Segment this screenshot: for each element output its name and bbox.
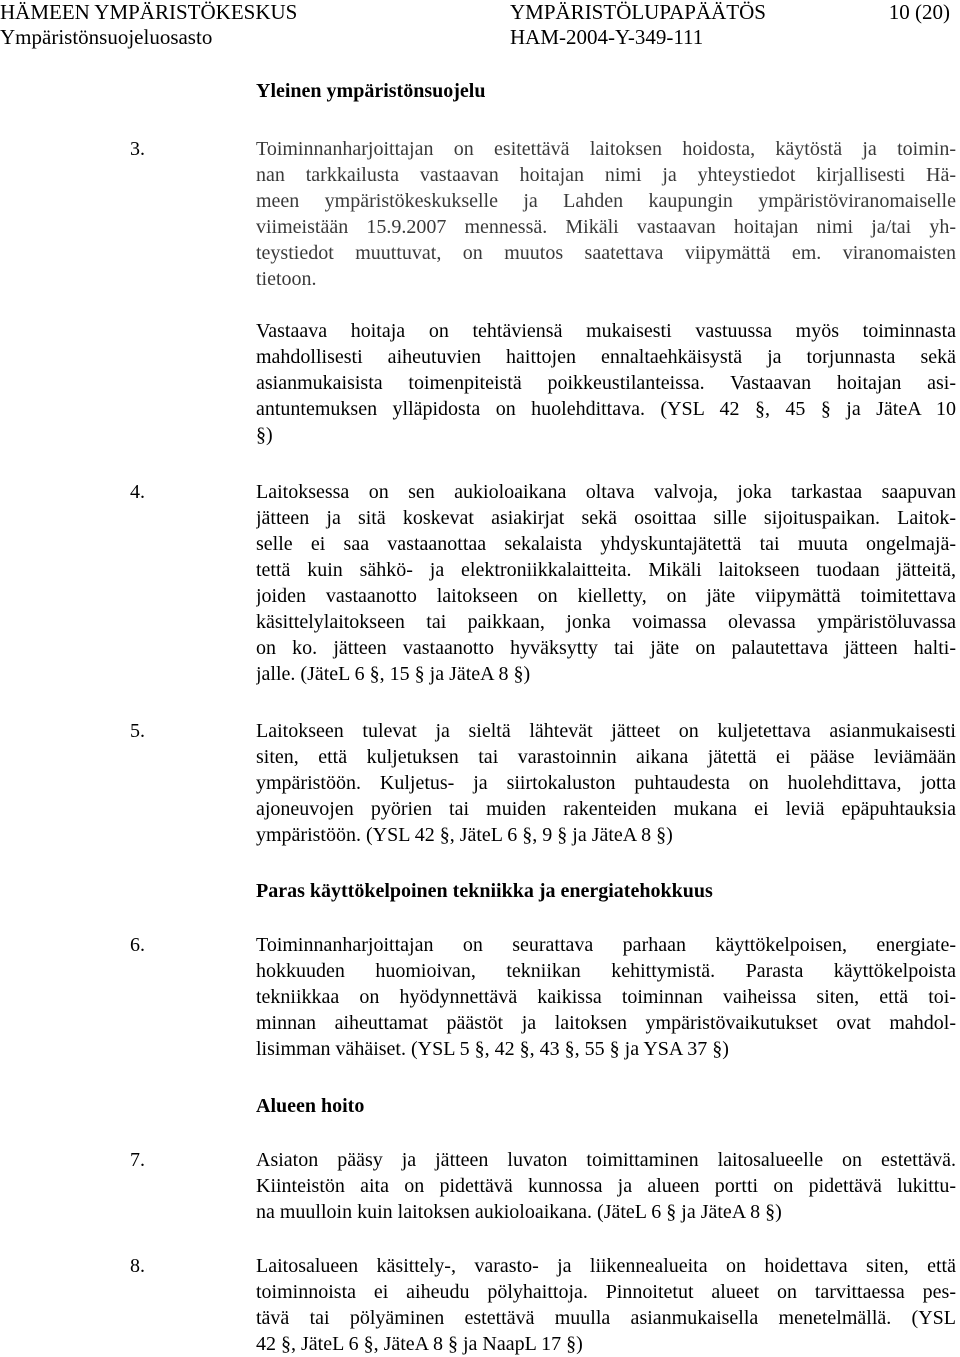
paragraph-line: tekniikkaa on hyödynnettävä kaikissa toiminnan vaiheissa siten, että toi- bbox=[256, 986, 956, 1008]
paragraph-line: Toiminnanharjoittajan on seurattava parhaan käyttökelpoisen, energiate- bbox=[256, 934, 956, 956]
document-id: HAM-2004-Y-349-111 bbox=[510, 25, 704, 49]
item-number-8: 8. bbox=[130, 1255, 145, 1277]
paragraph-line: ympäristöön. Kuljetus- ja siirtokaluston puhtaudesta on huolehdittava, jotta bbox=[256, 772, 956, 794]
item-5-paragraph bbox=[256, 718, 956, 848]
paragraph-line: ajoneuvojen pyörien tai muiden rakenteiden mukana ei leviä epäpuhtauksia bbox=[256, 798, 956, 820]
paragraph-line: hokkuuden huomioivan, tekniikan kehittymistä. Parasta käyttökelpoista bbox=[256, 960, 956, 982]
paragraph-line: Laitokseen tulevat ja sieltä lähtevät jätteet on kuljetettava asianmukaisesti bbox=[256, 720, 956, 742]
paragraph-line: tietoon. bbox=[256, 268, 317, 290]
paragraph-line: joiden vastaanotto laitokseen on kielletty, on jäte viipymättä toimitettava bbox=[256, 585, 956, 607]
item-number-5: 5. bbox=[130, 720, 145, 742]
item-number-6: 6. bbox=[130, 934, 145, 956]
item-6-paragraph bbox=[256, 932, 956, 1062]
paragraph-line: tettä kuin sähkö- ja elektroniikkalaitteita. Mikäli laitokseen tuodaan jätteitä, bbox=[256, 559, 956, 581]
paragraph-line: lisimman vähäiset. (YSL 5 §, 42 §, 43 §, 55 § ja YSA 37 §) bbox=[256, 1038, 729, 1060]
paragraph-line: jalle. (JäteL 6 §, 15 § ja JäteA 8 §) bbox=[256, 663, 531, 685]
item-4-paragraph bbox=[256, 479, 956, 687]
paragraph-line: toiminnoista ei aiheudu pölyhaittoja. Pinnoitetut alueet on tarvittaessa pes- bbox=[256, 1281, 956, 1303]
paragraph-line: mahdollisesti aiheutuvien haittojen ennaltaehkäisystä ja torjunnasta sekä bbox=[256, 346, 956, 368]
item-number-4: 4. bbox=[130, 481, 145, 503]
item-8-paragraph bbox=[256, 1253, 956, 1357]
item-3-paragraph-2 bbox=[256, 318, 956, 448]
paragraph-line: asianmukaisista toimenpiteistä poikkeustilanteissa. Vastaavan hoitajan asi- bbox=[256, 372, 956, 394]
page-header bbox=[0, 0, 960, 50]
section-heading-bat: Paras käyttökelpoinen tekniikka ja energiatehokkuus bbox=[256, 880, 713, 902]
paragraph-line: §) bbox=[256, 424, 273, 446]
item-7-paragraph bbox=[256, 1147, 956, 1225]
paragraph-line: Toiminnanharjoittajan on esitettävä laitoksen hoidosta, käytöstä ja toimin- bbox=[256, 138, 956, 160]
paragraph-line: minnan aiheuttamat päästöt ja laitoksen ympäristövaikutukset ovat mahdol- bbox=[256, 1012, 956, 1034]
item-number-3: 3. bbox=[130, 138, 145, 160]
paragraph-line: antuntemuksen ylläpidosta on huolehdittava. (YSL 42 §, 45 § ja JäteA 10 bbox=[256, 398, 956, 420]
item-number-7: 7. bbox=[130, 1149, 145, 1171]
paragraph-line: jätteen ja sitä koskevat asiakirjat sekä osoittaa sille sijoituspaikan. Laitok- bbox=[256, 507, 956, 529]
paragraph-line: viimeistään 15.9.2007 mennessä. Mikäli vastaavan hoitajan nimi ja/tai yh- bbox=[256, 216, 956, 238]
paragraph-line: Asiaton pääsy ja jätteen luvaton toimittaminen laitosalueelle on estettävä. bbox=[256, 1149, 956, 1171]
paragraph-line: na muulloin kuin laitoksen aukioloaikana. (JäteL 6 § ja JäteA 8 §) bbox=[256, 1201, 782, 1223]
paragraph-line: 42 §, JäteL 6 §, JäteA 8 § ja NaapL 17 §) bbox=[256, 1333, 583, 1355]
paragraph-line: siten, että kuljetuksen tai varastoinnin aikana jätettä ei pääse leviämään bbox=[256, 746, 956, 768]
paragraph-line: nan tarkkailusta vastaavan hoitajan nimi ja yhteystiedot kirjallisesti Hä- bbox=[256, 164, 956, 186]
paragraph-line: Vastaava hoitaja on tehtäviensä mukaisesti vastuussa myös toiminnasta bbox=[256, 320, 956, 342]
paragraph-line: meen ympäristökeskukselle ja Lahden kaupungin ympäristöviranomaiselle bbox=[256, 190, 956, 212]
paragraph-line: Kiinteistön aita on pidettävä kunnossa ja alueen portti on pidettävä lukittu- bbox=[256, 1175, 956, 1197]
organization-name: HÄMEEN YMPÄRISTÖKESKUS bbox=[0, 0, 298, 24]
paragraph-line: ympäristöön. (YSL 42 §, JäteL 6 §, 9 § ja JäteA 8 §) bbox=[256, 824, 673, 846]
section-heading-area: Alueen hoito bbox=[256, 1095, 365, 1117]
paragraph-line: teystiedot muuttuvat, on muutos saatettava viipymättä em. viranomaisten bbox=[256, 242, 956, 264]
item-3-paragraph-1 bbox=[256, 136, 956, 292]
paragraph-line: Laitoksessa on sen aukioloaikana oltava valvoja, joka tarkastaa saapuvan bbox=[256, 481, 956, 503]
paragraph-line: Laitosalueen käsittely-, varasto- ja liikennealueita on hoidettava siten, että bbox=[256, 1255, 956, 1277]
page-number: 10 (20) bbox=[888, 0, 950, 24]
paragraph-line: tävä tai pölyäminen estettävä muulla asianmukaisella menetelmällä. (YSL bbox=[256, 1307, 956, 1329]
paragraph-line: selle ei saa vastaanottaa sekalaista yhdyskuntajätettä tai muuta ongelmajä- bbox=[256, 533, 956, 555]
department-name: Ympäristönsuojeluosasto bbox=[0, 25, 213, 49]
paragraph-line: käsittelylaitokseen tai paikkaan, jonka voimassa olevassa ympäristöluvassa bbox=[256, 611, 956, 633]
document-type: YMPÄRISTÖLUPAPÄÄTÖS bbox=[510, 0, 766, 24]
section-heading-general: Yleinen ympäristönsuojelu bbox=[256, 80, 486, 102]
paragraph-line: on ko. jätteen vastaanotto hyväksytty tai jäte on palautettava jätteen halti- bbox=[256, 637, 956, 659]
